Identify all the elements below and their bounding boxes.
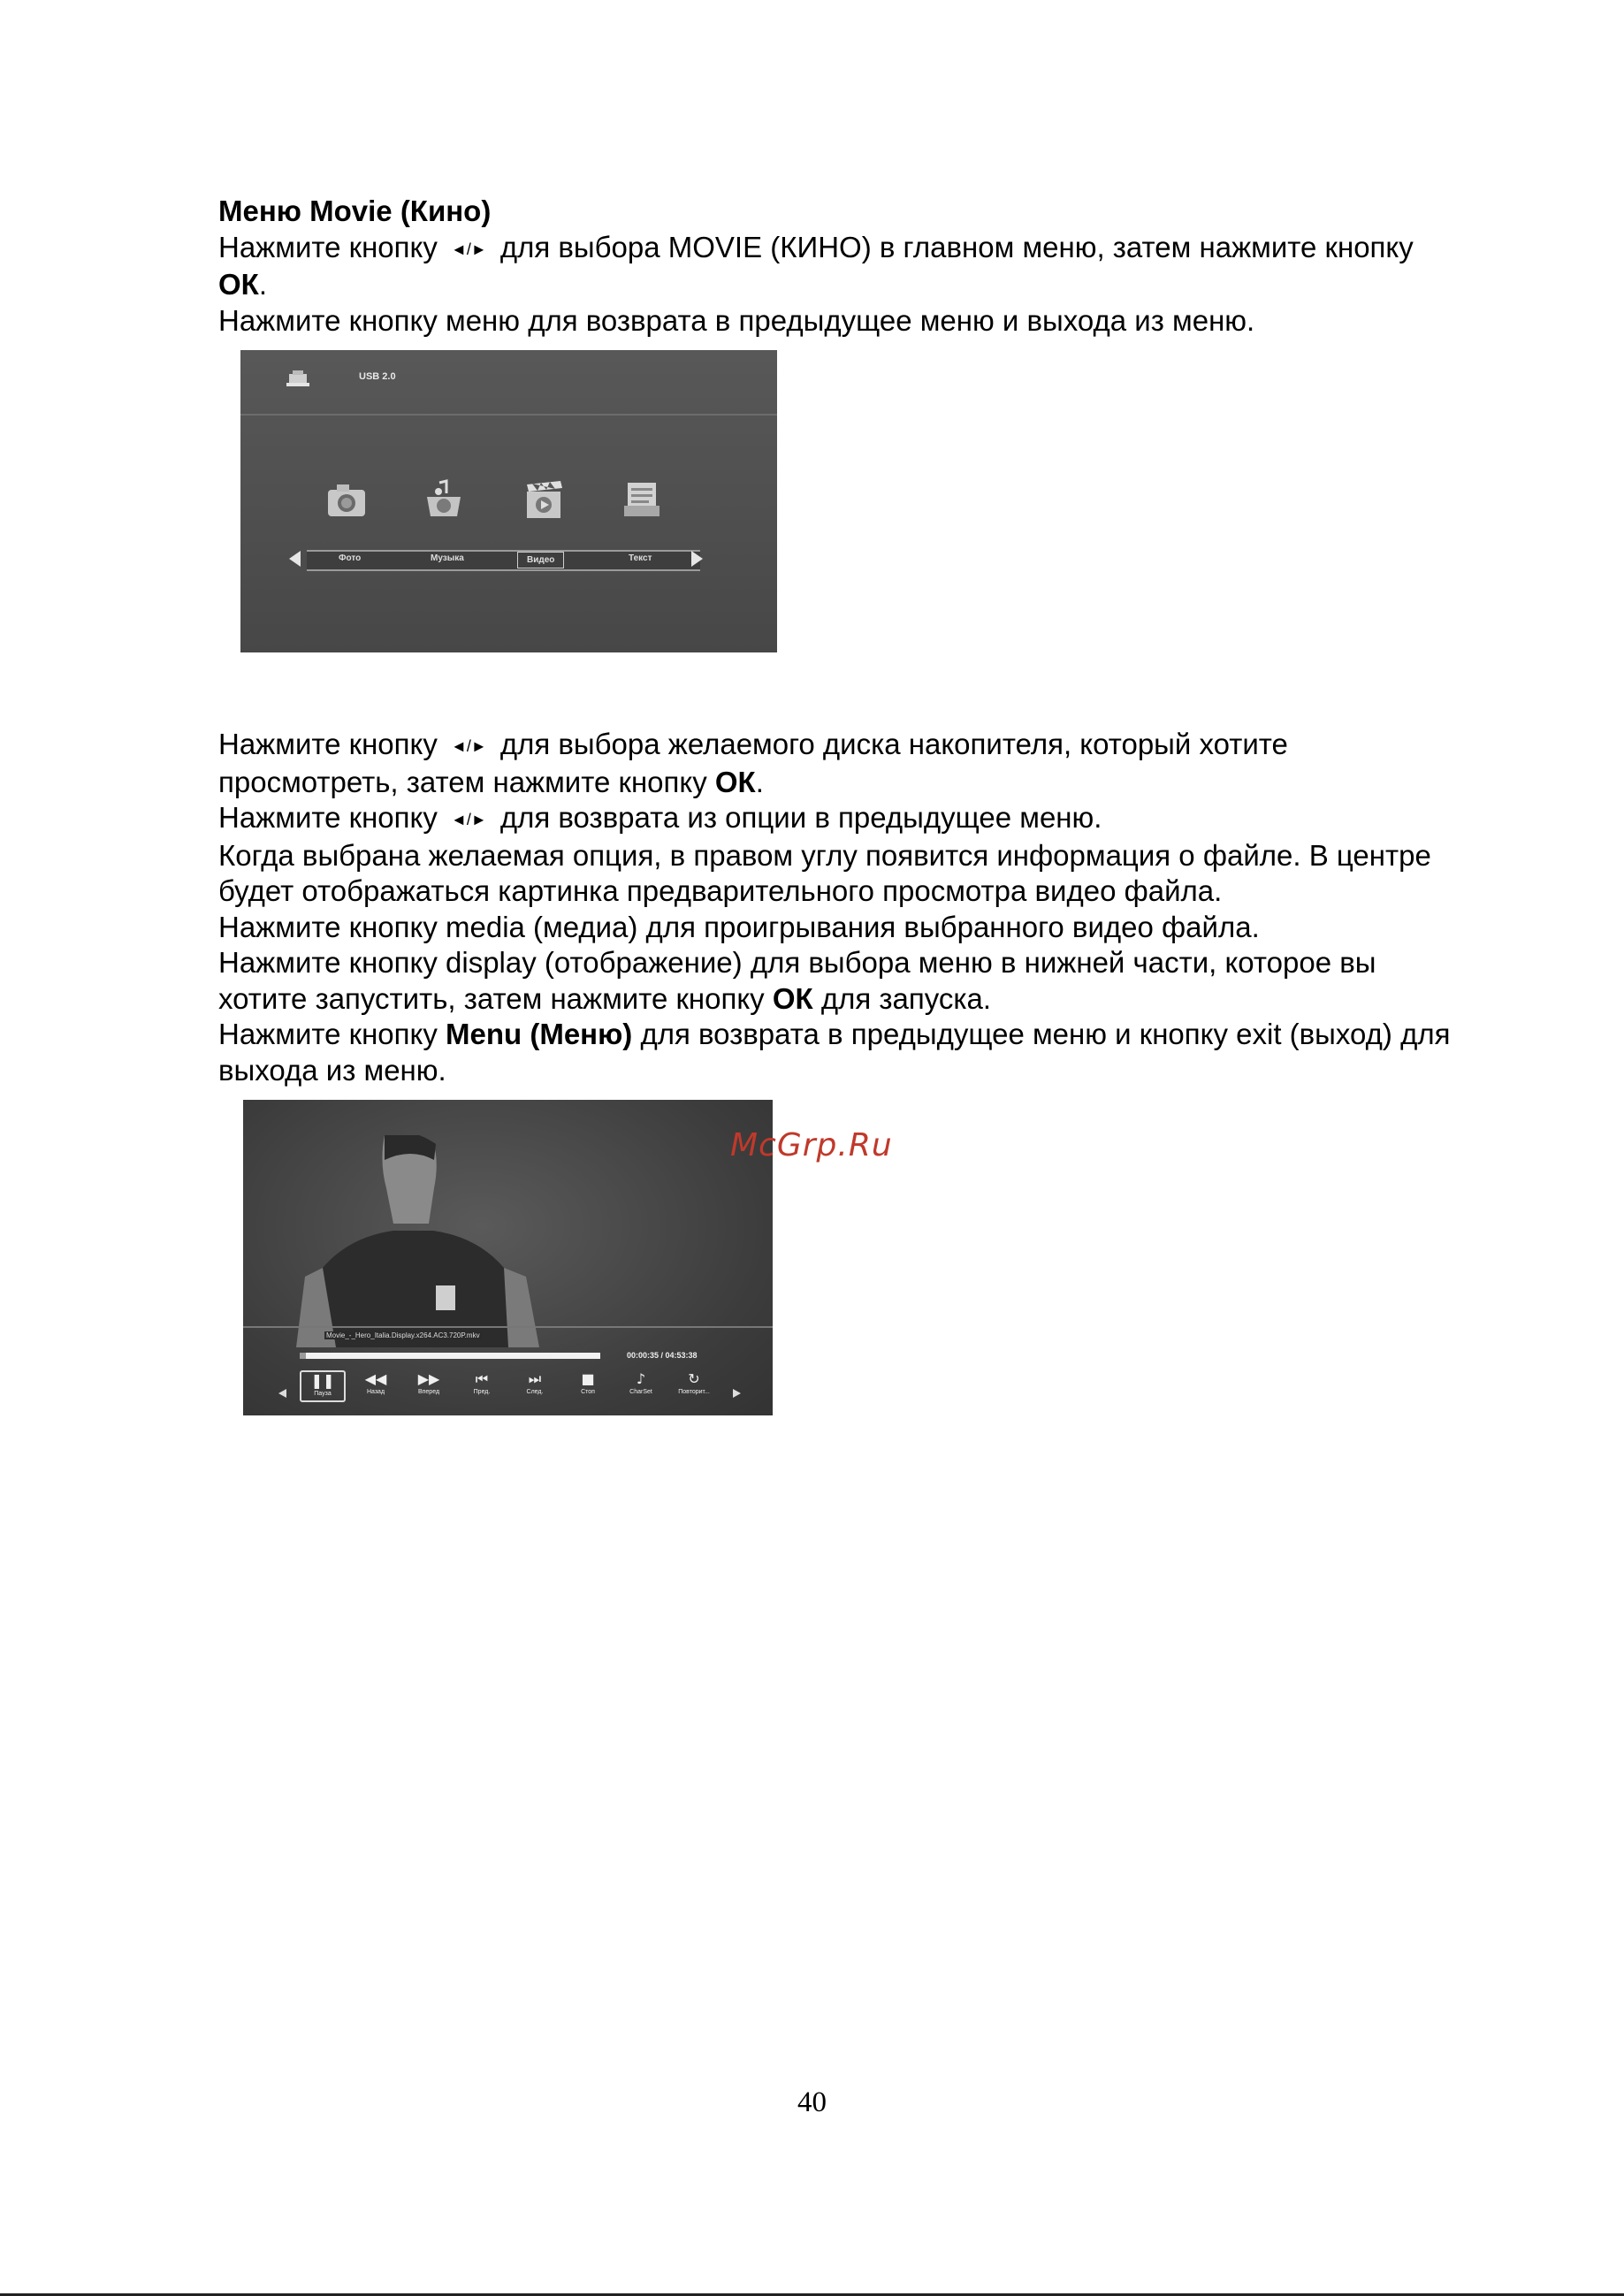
next-button[interactable]: ⏭ След.	[512, 1370, 558, 1402]
media-type-bar	[307, 550, 700, 571]
repeat-icon: ↻	[688, 1370, 700, 1387]
video-clapper-icon[interactable]	[522, 479, 566, 520]
section-movie-menu	[218, 194, 1456, 339]
playback-time: 00:00:35 / 04:53:38	[627, 1351, 698, 1360]
left-right-arrows-icon: ◄/►	[451, 737, 487, 755]
previous-track-icon: ⏮	[475, 1370, 489, 1387]
fast-forward-button[interactable]: ▶▶ Вперед	[406, 1370, 452, 1402]
player-figure	[287, 1135, 553, 1383]
paragraph-return-menu: Нажмите кнопку меню для возврата в предыдущее меню и выхода из меню.	[218, 303, 1255, 337]
rewind-icon: ◀◀	[364, 1370, 387, 1387]
stop-icon: ■	[581, 1370, 595, 1387]
osd-left-arrow-icon[interactable]	[278, 1389, 286, 1398]
usb-menu-screenshot	[240, 350, 777, 652]
paragraph-media-button: Нажмите кнопку media (медиа) для проигрывания выбранного видео файла.	[218, 910, 1260, 943]
pause-button[interactable]: ❚❚ Пауза	[300, 1370, 346, 1402]
section-instructions	[218, 727, 1456, 1088]
left-right-arrows-icon: ◄/►	[451, 811, 487, 828]
usb-drive-icon	[286, 370, 309, 388]
music-player-icon[interactable]	[422, 479, 466, 520]
paragraph-select-drive: Нажмите кнопку ◄/► для выбора желаемого диска накопителя, который хотите просмотреть, затем нажмите кнопку ОК.	[218, 728, 1288, 798]
usb-label: USB 2.0	[359, 371, 396, 382]
previous-button[interactable]: ⏮ Пред.	[459, 1370, 505, 1402]
tab-photo[interactable]: Фото	[339, 553, 362, 563]
stop-button[interactable]: ■ Стоп	[565, 1370, 611, 1402]
video-playback-screenshot	[243, 1100, 773, 1415]
paragraph-display-button: Нажмите кнопку display (отображение) для выбора меню в нижней части, которое вы хотите запустить, затем нажмите кнопку ОК для запуска.	[218, 946, 1376, 1015]
progress-bar[interactable]	[300, 1353, 600, 1359]
section-heading: Меню Movie (Кино)	[218, 195, 492, 227]
page-number: 40	[797, 2086, 827, 2118]
nav-left-arrow-icon[interactable]	[289, 551, 301, 567]
rewind-button[interactable]: ◀◀ Назад	[353, 1370, 399, 1402]
text-document-icon[interactable]	[621, 479, 665, 520]
photo-camera-icon[interactable]	[324, 479, 369, 520]
paragraph-menu-exit: Нажмите кнопку Menu (Меню) для возврата в предыдущее меню и кнопку exit (выход) для выхода из меню.	[218, 1018, 1451, 1087]
file-name-text: Movie_-_Hero_Italia.Display.x264.AC3.720P.mkv	[326, 1331, 480, 1339]
charset-button[interactable]: ♪ CharSet	[618, 1370, 664, 1402]
tab-music[interactable]: Музыка	[431, 553, 464, 563]
left-right-arrows-icon: ◄/►	[451, 240, 487, 258]
progress-fill	[300, 1353, 306, 1359]
tab-video[interactable]: Видео	[517, 552, 564, 568]
watermark: McGrp.Ru	[730, 1127, 893, 1163]
next-track-icon: ⏭	[528, 1370, 542, 1387]
paragraph-return-option: Нажмите кнопку ◄/► для возврата из опции в предыдущее меню.	[218, 800, 1456, 838]
osd-top-divider	[243, 1326, 773, 1328]
fast-forward-icon: ▶▶	[417, 1370, 440, 1387]
tab-text[interactable]: Текст	[629, 553, 652, 563]
repeat-button[interactable]: ↻ Повторит...	[671, 1370, 717, 1402]
charset-icon: ♪	[636, 1370, 646, 1387]
header-divider	[240, 414, 777, 416]
pause-icon: ❚❚	[310, 1372, 335, 1389]
osd-right-arrow-icon[interactable]	[733, 1389, 741, 1398]
paragraph-select-movie: Нажмите кнопку ◄/► для выбора MOVIE (КИНО) в главном меню, затем нажмите кнопку ОК.	[218, 230, 1414, 301]
nav-right-arrow-icon[interactable]	[691, 551, 703, 567]
paragraph-file-info: Когда выбрана желаемая опция, в правом углу появится информация о файле. В центре будет отображаться картинка предварительного просмотра видео файла.	[218, 838, 1431, 907]
